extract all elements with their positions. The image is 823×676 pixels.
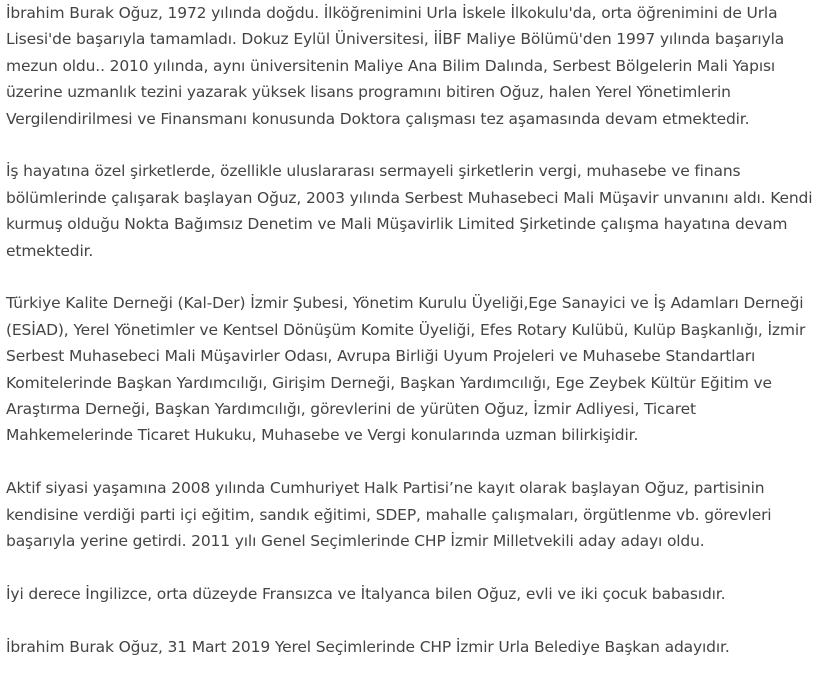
paragraph-politics: Aktif siyasi yaşamına 2008 yılında Cumhuriyet Halk Partisi’ne kayıt olarak başlayan Oğuz, partisinin kendisine verdiği parti içi eğitim, sandık eğitimi, SDEP, mahalle çalışmaları, örgütlenme vb. görevleri başarıyla yerine getirdi. 2011 yılı Genel Seçimlerinde CHP İzmir Milletvekili aday adayı oldu.	[6, 479, 772, 551]
paragraph-candidacy: İbrahim Burak Oğuz, 31 Mart 2019 Yerel Seçimlerinde CHP İzmir Urla Belediye Başkan adayıdır.	[6, 637, 730, 656]
paragraph-career: İş hayatına özel şirketlerde, özellikle uluslararası sermayeli şirketlerin vergi, muhasebe ve finans bölümlerinde çalışarak başlayan Oğuz, 2003 yılında Serbest Muhasebeci Mali Müşavir unvanını aldı. Kendi kurmuş olduğu Nokta Bağımsız Denetim ve Mali Müşavirlik Limited Şirketinde çalışma hayatına devam etmektedir.	[6, 162, 813, 260]
paragraph-education: İbrahim Burak Oğuz, 1972 yılında doğdu. İlköğrenimini Urla İskele İlkokulu'da, orta öğrenimini de Urla Lisesi'de başarıyla tamamladı. Dokuz Eylül Üniversitesi, İİBF Maliye Bölümü'den 1997 yılında başarıyla mezun oldu.. 2010 yılında, aynı üniversitenin Maliye Ana Bilim Dalında, Serbest Bölgelerin Mali Yapısı üzerine uzmanlık tezini yazarak yüksek lisans programını bitiren Oğuz, halen Yerel Yönetimlerin Vergilendirilmesi ve Finansmanı konusunda Doktora çalışması tez aşamasında devam etmektedir.	[6, 4, 785, 128]
paragraph-languages-family: İyi derece İngilizce, orta düzeyde Fransızca ve İtalyanca bilen Oğuz, evli ve iki çocuk babasıdır.	[6, 584, 726, 603]
paragraph-memberships: Türkiye Kalite Derneği (Kal-Der) İzmir Şubesi, Yönetim Kurulu Üyeliği,Ege Sanayici ve İş Adamları Derneği (ESİAD), Yerel Yönetimler ve Kentsel Dönüşüm Komite Üyeliği, Efes Rotary Kulübü, Kulüp Başkanlığı, İzmir Serbest Muhasebeci Mali Müşavirler Odası, Avrupa Birliği Uyum Projeleri ve Muhasebe Standartları Komitelerinde Başkan Yardımcılığı, Girişim Derneği, Başkan Yardımcılığı, Ege Zeybek Kültür Eğitim ve Araştırma Derneği, Başkan Yardımcılığı, görevlerini de yürüten Oğuz, İzmir Adliyesi, Ticaret Mahkemelerinde Ticaret Hukuku, Muhasebe ve Vergi konularında uzman bilirkişidir.	[6, 294, 806, 445]
